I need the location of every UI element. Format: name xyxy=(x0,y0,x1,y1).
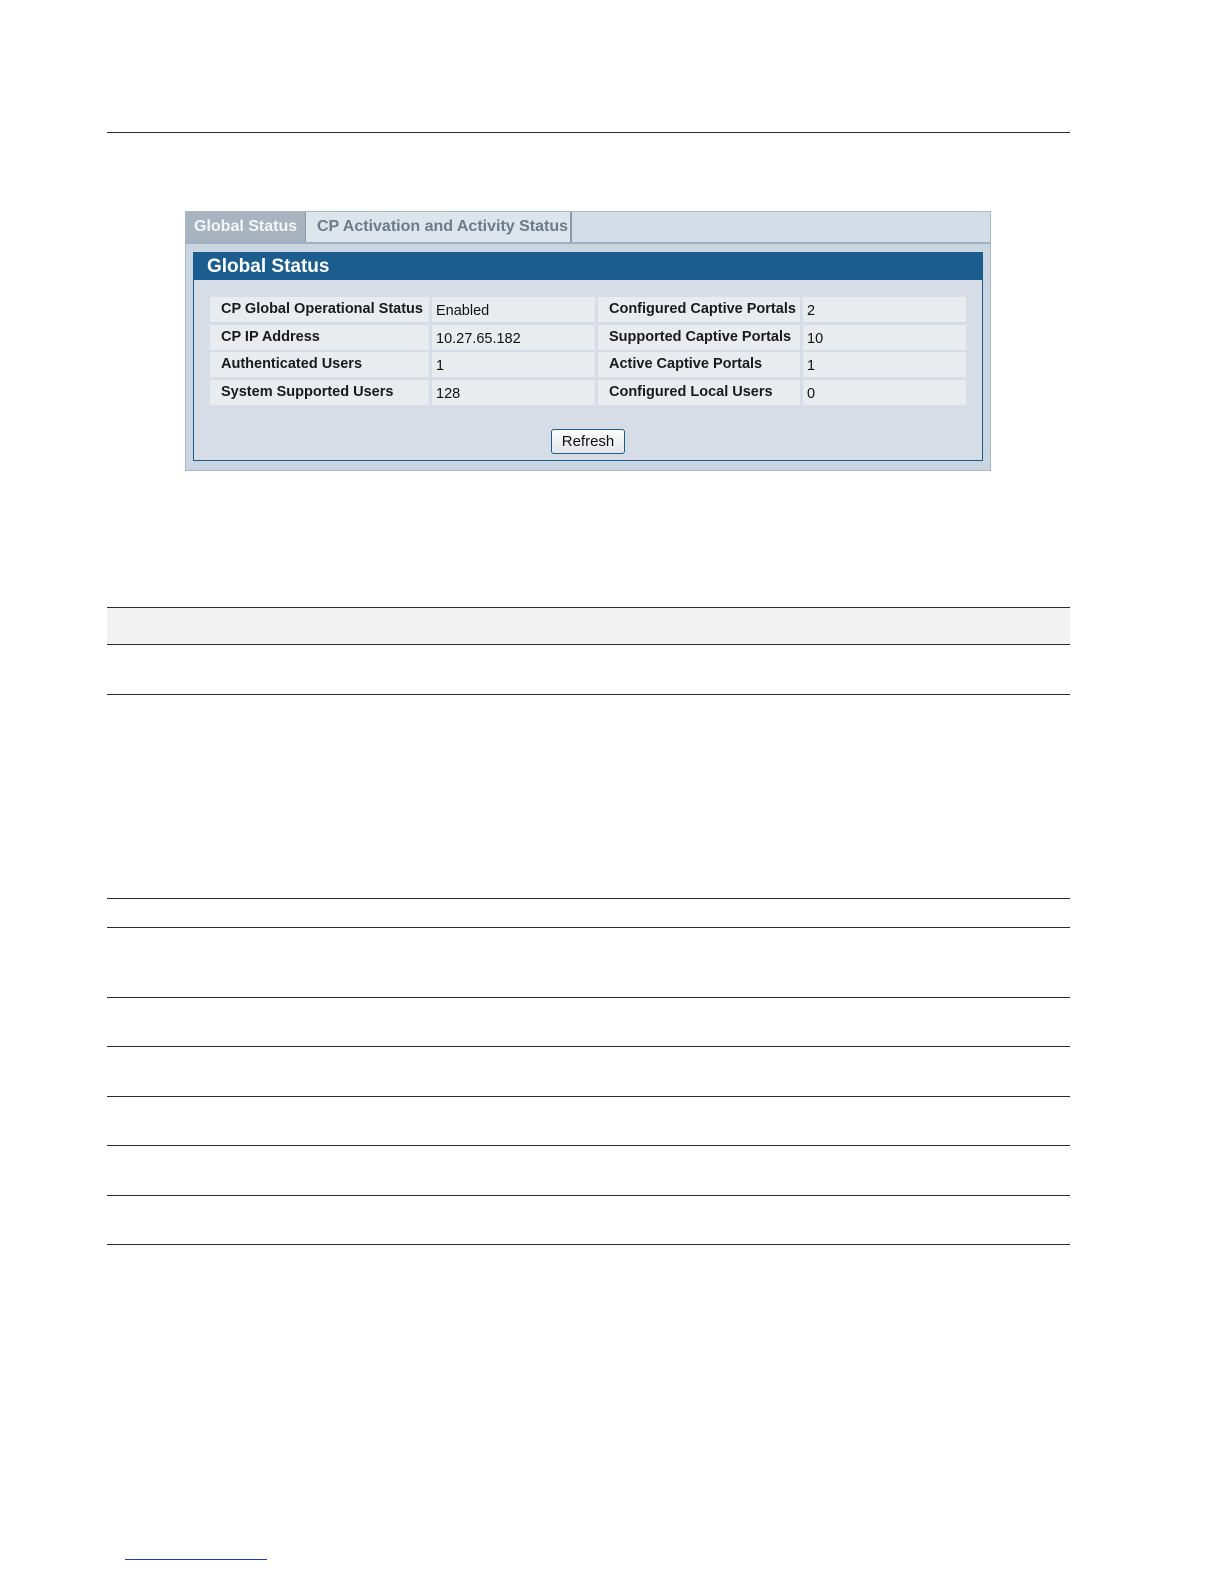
footer-link-underline[interactable] xyxy=(125,1559,267,1560)
supported-captive-portals-label: Supported Captive Portals xyxy=(598,325,800,350)
panel-title: Global Status xyxy=(194,253,982,280)
configured-local-users-value: 0 xyxy=(803,380,966,405)
table-rule xyxy=(107,644,1070,645)
table-row xyxy=(210,297,966,322)
supported-captive-portals-value: 10 xyxy=(803,325,966,350)
cp-ip-address-value: 10.27.65.182 xyxy=(432,325,595,350)
configured-captive-portals-label: Configured Captive Portals xyxy=(598,297,800,322)
tab-strip xyxy=(186,212,990,244)
tab-cp-activation-activity-status[interactable]: CP Activation and Activity Status xyxy=(306,212,572,242)
table-rule xyxy=(107,1244,1070,1245)
global-status-panel xyxy=(193,252,983,461)
table-row xyxy=(210,325,966,350)
table-rule xyxy=(107,1145,1070,1146)
authenticated-users-value: 1 xyxy=(432,352,595,377)
authenticated-users-label: Authenticated Users xyxy=(210,352,429,377)
table-header-band xyxy=(107,608,1070,645)
table-row xyxy=(210,352,966,377)
cp-global-operational-status-value: Enabled xyxy=(432,297,595,322)
system-supported-users-value: 128 xyxy=(432,380,595,405)
global-status-window xyxy=(185,211,991,471)
refresh-button[interactable]: Refresh xyxy=(551,429,625,454)
table-rule xyxy=(107,694,1070,695)
table-rule xyxy=(107,898,1070,899)
table-rule xyxy=(107,1195,1070,1196)
tab-global-status[interactable]: Global Status xyxy=(186,212,306,242)
active-captive-portals-label: Active Captive Portals xyxy=(598,352,800,377)
configured-local-users-label: Configured Local Users xyxy=(598,380,800,405)
cp-ip-address-label: CP IP Address xyxy=(210,325,429,350)
cp-global-operational-status-label: CP Global Operational Status xyxy=(210,297,429,322)
active-captive-portals-value: 1 xyxy=(803,352,966,377)
table-rule xyxy=(107,607,1070,608)
table-rule xyxy=(107,997,1070,998)
system-supported-users-label: System Supported Users xyxy=(210,380,429,405)
configured-captive-portals-value: 2 xyxy=(803,297,966,322)
top-rule xyxy=(107,132,1070,133)
table-rule xyxy=(107,1096,1070,1097)
table-rule xyxy=(107,1046,1070,1047)
status-table xyxy=(210,297,966,407)
table-rule xyxy=(107,927,1070,928)
table-row xyxy=(210,380,966,405)
